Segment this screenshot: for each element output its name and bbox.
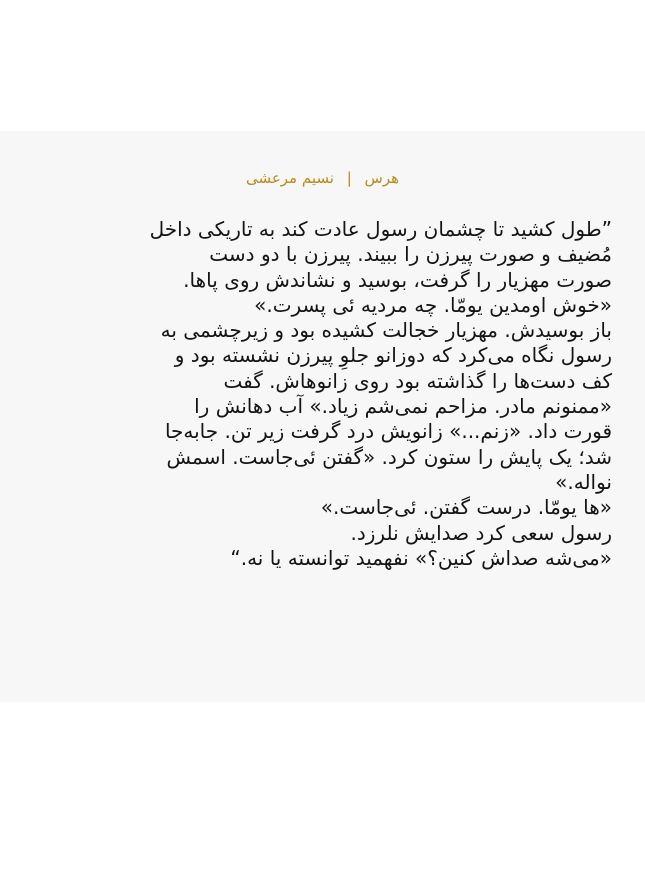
source-header: [0, 169, 645, 187]
excerpt-line: صورت مهزیار را گرفت، بوسید و نشاندش روی پاها.: [183, 267, 612, 292]
separator: |: [346, 169, 352, 187]
excerpt-line: «می‌شه صداش کنین؟» نفهمید توانسته یا نه.“: [230, 545, 612, 570]
excerpt-line: «ممنونم مادر. مزاحم نمی‌شم زیاد.» آب دهانش را: [194, 394, 612, 419]
quote-card: [0, 131, 645, 702]
excerpt-line: رسول سعی کرد صدایش نلرزد.: [350, 520, 612, 545]
excerpt-line: کف دست‌ها را گذاشته بود روی زانوهاش. گفت: [223, 368, 612, 393]
excerpt-text: [40, 217, 612, 571]
author-name: نسیم مرعشی: [245, 169, 334, 187]
excerpt-line: باز بوسیدش. مهزیار خجالت کشیده بود و زیرچشمی به: [160, 318, 612, 343]
excerpt-line: شد؛ یک پایش را ستون کرد. «گفتن ئی‌جاست. اسمش: [166, 444, 612, 469]
excerpt-line: ”طول کشید تا چشمان رسول عادت کند به تاریکی داخل: [149, 217, 612, 241]
excerpt-line: «خوش اومدین یومّا. چه مردیه ئی پسرت.»: [254, 292, 612, 317]
book-title: هرس: [364, 169, 400, 187]
excerpt-line: قورت داد. «زنم...» زانویش درد گرفت زیر تن. جابه‌جا: [164, 419, 612, 444]
excerpt-line: «ها یومّا. درست گفتن. ئی‌جاست.»: [320, 495, 612, 520]
excerpt-line: مُضیف و صورت پیرزن را ببیند. پیرزن با دو دست: [209, 242, 612, 267]
excerpt-line: رسول نگاه می‌کرد که دوزانو جلوِ پیرزن نشسته بود و: [174, 343, 612, 368]
excerpt-line: نواله.»: [555, 469, 612, 494]
